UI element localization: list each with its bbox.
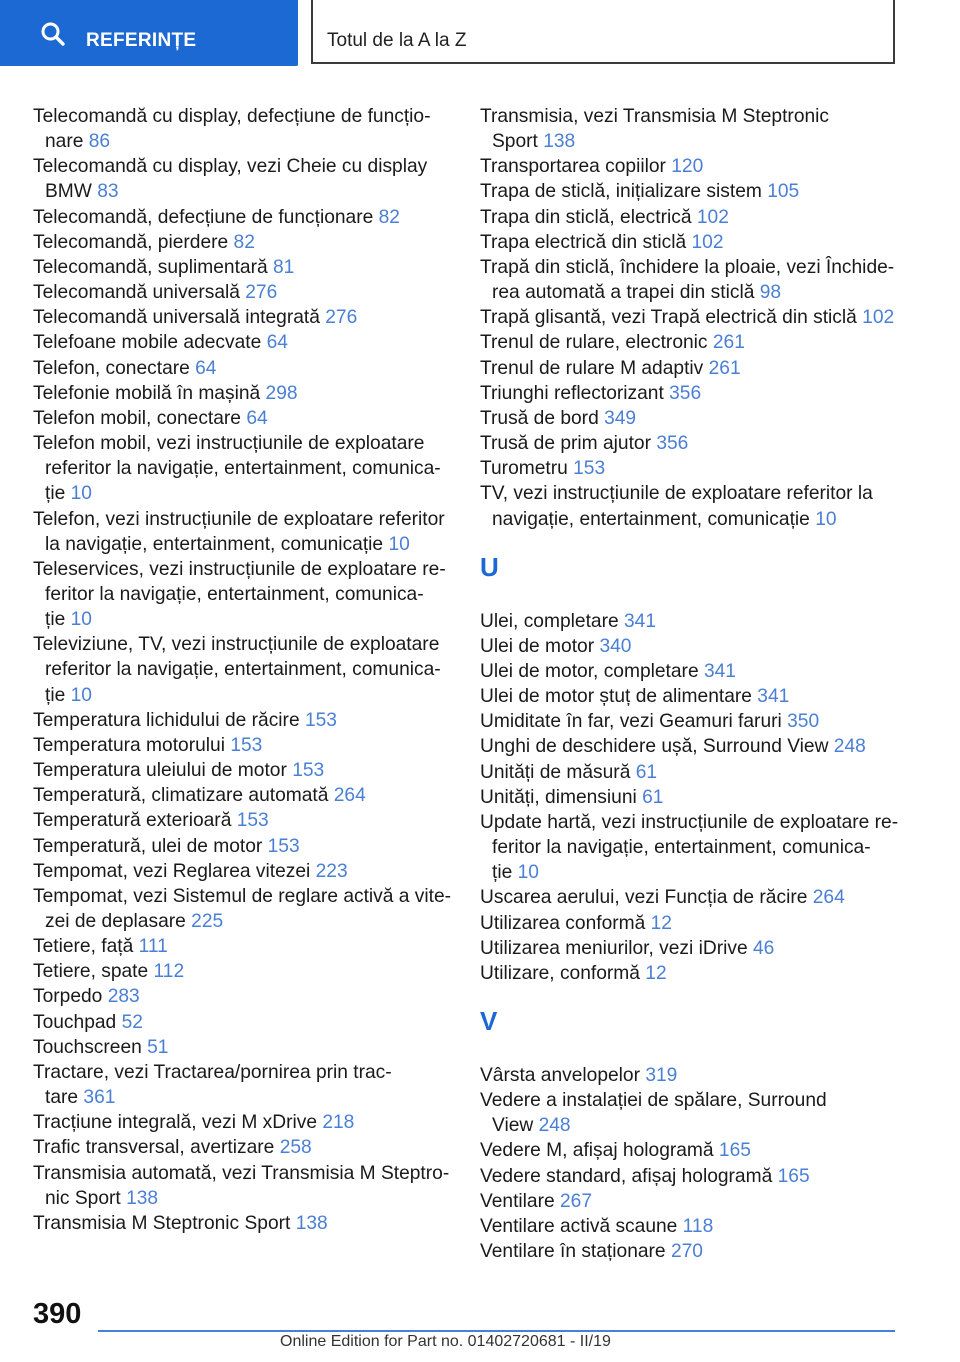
index-page-link[interactable]: 153 xyxy=(230,734,263,756)
index-page-link[interactable]: 225 xyxy=(191,911,224,932)
index-page-link[interactable]: 341 xyxy=(757,686,790,708)
index-page-link[interactable]: 118 xyxy=(682,1215,714,1237)
index-entry xyxy=(33,1161,453,1211)
index-entry xyxy=(33,1060,453,1110)
index-entry-text: Transmisia, vezi Transmisia M Steptronic xyxy=(480,106,830,127)
index-entry-text: Trapă glisantă, vezi Trapă electrică din sticlă xyxy=(480,307,857,329)
index-entry-text: Triunghi reflectorizant xyxy=(480,382,664,404)
index-entry xyxy=(480,961,900,986)
index-page-link[interactable]: 111 xyxy=(138,936,168,958)
index-page-link[interactable]: 10 xyxy=(388,533,410,555)
index-entry-text: Trusă de prim ajutor xyxy=(480,433,651,455)
index-page-link[interactable]: 10 xyxy=(815,508,837,530)
index-entry xyxy=(480,456,900,481)
index-entry-text: Temperatura lichidului de răcire xyxy=(33,709,300,731)
index-entry xyxy=(480,734,900,759)
index-page-link[interactable]: 261 xyxy=(712,332,745,354)
index-page-link[interactable]: 102 xyxy=(691,231,724,253)
index-entry-text: Ventilare xyxy=(480,1190,555,1212)
index-entry-text: feritor la navigație, entertainment, comunica- xyxy=(492,837,871,859)
index-page-link[interactable]: 81 xyxy=(273,256,295,278)
index-entry-text: ție xyxy=(45,609,66,631)
index-entry-text: Telecomandă, pierdere xyxy=(33,231,229,253)
index-page-link[interactable]: 10 xyxy=(70,684,92,706)
index-entry-text: Trenul de rulare M adaptiv xyxy=(480,357,704,379)
index-entry-text: Telecomandă, suplimentară xyxy=(33,256,268,278)
index-entry-text: Unități de măsură xyxy=(480,761,631,783)
index-entry xyxy=(33,305,453,330)
index-page-link[interactable]: 64 xyxy=(246,407,268,429)
index-entry-text: Umiditate în far, vezi Geamuri faruri xyxy=(480,711,782,733)
header xyxy=(0,0,960,66)
index-entry-text: nare xyxy=(45,131,84,153)
index-entry-text: Trusă de bord xyxy=(480,407,599,429)
index-entry-text: Ulei de motor xyxy=(480,635,595,657)
index-entry-text: feritor la navigație, entertainment, comunica- xyxy=(45,583,424,605)
index-entry xyxy=(33,1211,453,1236)
index-page-link[interactable]: 267 xyxy=(560,1190,593,1212)
index-entry-text: Vedere standard, afișaj hologramă xyxy=(480,1165,773,1187)
index-entry-text: Temperatura uleiului de motor xyxy=(33,760,287,782)
index-page-link[interactable]: 361 xyxy=(83,1087,116,1109)
index-entry-text: Uscarea aerului, vezi Funcția de răcire xyxy=(480,887,808,909)
index-page-link[interactable]: 350 xyxy=(787,711,820,733)
index-entry xyxy=(480,179,900,204)
index-entry-text: ție xyxy=(45,483,66,505)
index-entry xyxy=(33,808,453,833)
index-page-link[interactable]: 298 xyxy=(265,382,298,404)
index-page-link[interactable]: 138 xyxy=(126,1187,159,1209)
index-entry-text: Ventilare în staționare xyxy=(480,1241,666,1263)
index-entry-text: Ulei de motor, completare xyxy=(480,660,699,682)
index-entry xyxy=(33,406,453,431)
index-entry-text: Touchpad xyxy=(33,1011,117,1033)
index-entry xyxy=(480,936,900,961)
index-page-link[interactable]: 223 xyxy=(315,860,348,882)
index-entry xyxy=(33,632,453,707)
index-entry xyxy=(480,609,900,634)
index-entry-text: Trapa de sticlă, inițializare sistem xyxy=(480,181,762,203)
index-page-link[interactable]: 218 xyxy=(322,1112,355,1134)
index-entry xyxy=(33,280,453,305)
index-page-link[interactable]: 276 xyxy=(325,307,358,329)
index-page-link[interactable]: 102 xyxy=(862,307,895,329)
index-entry xyxy=(33,381,453,406)
index-entry-text: Telecomandă universală integrată xyxy=(33,307,320,329)
index-entry xyxy=(480,154,900,179)
section-title: Totul de la A la Z xyxy=(327,30,467,51)
index-page-link[interactable]: 83 xyxy=(97,181,119,203)
tab-references[interactable] xyxy=(0,0,298,66)
index-entry xyxy=(480,709,900,734)
index-entry xyxy=(33,507,453,557)
index-page-link[interactable]: 82 xyxy=(233,231,255,253)
index-entry-text: Trapa electrică din sticlă xyxy=(480,231,687,253)
index-entry-text: Telefoane mobile adecvate xyxy=(33,332,262,354)
index-page-link[interactable]: 248 xyxy=(833,736,866,758)
index-page-link[interactable]: 61 xyxy=(635,761,658,783)
index-page-link[interactable]: 349 xyxy=(604,407,637,429)
index-entry-text: Teleservices, vezi instrucțiunile de exploatare re- xyxy=(33,558,446,580)
index-entry xyxy=(33,834,453,859)
index-page-link[interactable]: 52 xyxy=(121,1011,143,1033)
index-page-link[interactable]: 165 xyxy=(777,1165,810,1187)
index-page-link[interactable]: 356 xyxy=(669,382,702,404)
index-entry xyxy=(480,1138,900,1163)
index-entry xyxy=(33,1110,453,1135)
index-page-link[interactable]: 46 xyxy=(752,937,775,959)
index-entry-text: Tetiere, spate xyxy=(33,961,149,983)
index-entry-text: Trapă din sticlă, închidere la ploaie, vezi Închide- xyxy=(480,256,895,278)
index-entry-text: rea automată a trapei din sticlă xyxy=(492,282,755,304)
index-entry-text: Vedere M, afișaj hologramă xyxy=(480,1140,714,1162)
index-entry-text: Trapa din sticlă, electrică xyxy=(480,206,692,228)
index-page-link[interactable]: 261 xyxy=(708,357,741,379)
index-entry-text: Unități, dimensiuni xyxy=(480,786,637,808)
index-entry-text: Transmisia automată, vezi Transmisia M Steptro- xyxy=(33,1162,450,1184)
index-entry-text: navigație, entertainment, comunicație xyxy=(492,508,810,530)
index-entry-text: Utilizarea conformă xyxy=(480,912,646,934)
index-entry-text: Telefon, conectare xyxy=(33,357,190,379)
index-entry xyxy=(33,859,453,884)
index-page-link[interactable]: 153 xyxy=(573,458,606,480)
index-entry-text: Temperatură exterioară xyxy=(33,810,232,832)
index-entry xyxy=(33,984,453,1009)
index-entry-text: la navigație, entertainment, comunicație xyxy=(45,533,384,555)
index-entry xyxy=(480,1214,900,1239)
index-page-link[interactable]: 341 xyxy=(623,610,656,632)
index-entry-text: Tracțiune integrală, vezi M xDrive xyxy=(33,1112,317,1134)
index-column-right xyxy=(480,104,900,1264)
index-entry-text: Tractare, vezi Tractarea/pornirea prin trac- xyxy=(33,1061,392,1083)
index-entry-text: Tempomat, vezi Reglarea vitezei xyxy=(33,860,311,882)
index-entry xyxy=(33,205,453,230)
index-entry xyxy=(480,381,900,406)
tab-references-label: REFERINȚE xyxy=(86,30,197,51)
index-entry xyxy=(480,431,900,456)
index-entry xyxy=(33,733,453,758)
index-page-link[interactable]: 105 xyxy=(767,181,800,203)
index-page-link[interactable]: 102 xyxy=(696,206,729,228)
index-entry-text: Ulei, completare xyxy=(480,610,619,632)
index-entry-text: Telefon, vezi instrucțiunile de exploatare referitor xyxy=(33,508,445,530)
index-page-link[interactable]: 12 xyxy=(650,912,672,934)
index-page-link[interactable]: 340 xyxy=(599,635,632,657)
index-entry xyxy=(480,810,900,885)
index-page-link[interactable]: 165 xyxy=(718,1140,751,1162)
index-page-link[interactable]: 153 xyxy=(236,810,269,832)
index-entry-text: Utilizarea meniurilor, vezi iDrive xyxy=(480,937,748,959)
index-entry-text: ție xyxy=(45,684,66,706)
index-entry-text: Transportarea copiilor xyxy=(480,156,666,178)
index-entry-text: Telecomandă, defecțiune de funcționare xyxy=(33,206,374,228)
index-entry xyxy=(480,760,900,785)
index-entry-text: Telefonie mobilă în mașină xyxy=(33,382,261,404)
index-page-link[interactable]: 112 xyxy=(153,961,185,983)
index-page-link[interactable]: 276 xyxy=(245,282,278,304)
index-page-link[interactable]: 86 xyxy=(88,131,111,153)
index-page-link[interactable]: 283 xyxy=(107,986,140,1008)
index-entry xyxy=(33,959,453,984)
index-entry-text: Sport xyxy=(492,131,538,153)
index-entry-text: Vedere a instalației de spălare, Surround xyxy=(480,1090,827,1112)
index-entry-text: nic Sport xyxy=(45,1187,121,1209)
index-entry-text: Transmisia M Steptronic Sport xyxy=(33,1212,291,1234)
index-entry-text: TV, vezi instrucțiunile de exploatare referitor la xyxy=(480,483,873,505)
index-page-link[interactable]: 10 xyxy=(70,483,92,505)
index-entry-text: Telecomandă cu display, vezi Cheie cu display xyxy=(33,156,428,178)
index-page-link[interactable]: 64 xyxy=(266,332,288,354)
index-entry-text: Vârsta anvelopelor xyxy=(480,1065,640,1086)
index-page-link[interactable]: 120 xyxy=(671,156,704,178)
index-entry xyxy=(480,1189,900,1214)
index-entry-text: Trenul de rulare, electronic xyxy=(480,332,708,354)
index-entry xyxy=(480,1063,900,1088)
index-entry-text: Trafic transversal, avertizare xyxy=(33,1137,275,1159)
index-entry xyxy=(480,659,900,684)
index-entry xyxy=(480,911,900,936)
index-entry xyxy=(33,884,453,934)
index-page-link[interactable]: 264 xyxy=(333,785,366,807)
index-entry-text: Telecomandă universală xyxy=(33,282,240,304)
index-page-link[interactable]: 153 xyxy=(304,709,337,731)
index-entry xyxy=(33,1135,453,1160)
index-page-link[interactable]: 356 xyxy=(656,433,689,455)
footer-edition xyxy=(280,1333,611,1351)
index-entry xyxy=(33,557,453,632)
index-entry-text: Temperatură, ulei de motor xyxy=(33,835,263,857)
index-entry xyxy=(33,934,453,959)
index-page-link[interactable]: 319 xyxy=(645,1065,678,1086)
index-entry-text: referitor la navigație, entertainment, comunica- xyxy=(45,659,441,681)
index-page-link[interactable]: 98 xyxy=(759,282,782,304)
section-title-tab xyxy=(311,0,895,64)
index-page-link[interactable]: 51 xyxy=(147,1036,169,1058)
index-entry xyxy=(33,255,453,280)
index-entry-text: ție xyxy=(492,862,513,884)
index-entry-text: Touchscreen xyxy=(33,1036,142,1058)
index-page-link[interactable]: 138 xyxy=(295,1212,328,1234)
index-page-link[interactable]: 258 xyxy=(279,1137,312,1159)
index-entry xyxy=(480,330,900,355)
page-number: 390 xyxy=(33,1298,82,1330)
search-icon xyxy=(40,21,66,47)
index-entry-text: tare xyxy=(45,1087,79,1109)
index-entry-text: Torpedo xyxy=(33,986,103,1008)
index-entry xyxy=(33,1010,453,1035)
footer-divider xyxy=(98,1330,895,1332)
index-entry-text: referitor la navigație, entertainment, comunica- xyxy=(45,458,441,480)
index-page-link[interactable]: 82 xyxy=(378,206,400,228)
index-entry xyxy=(33,1035,453,1060)
index-entry xyxy=(33,154,453,204)
index-page-link[interactable]: 12 xyxy=(645,962,667,984)
index-entry-text: Ulei de motor ștuț de alimentare xyxy=(480,686,752,708)
index-entry-text: Turometru xyxy=(480,458,568,480)
index-entry xyxy=(33,431,453,506)
index-entry xyxy=(480,356,900,381)
index-entry xyxy=(480,885,900,910)
index-entry xyxy=(480,255,900,305)
index-entry-text: Tetiere, față xyxy=(33,936,134,958)
index-page-link[interactable]: 64 xyxy=(195,357,217,379)
index-entry xyxy=(33,356,453,381)
index-letter-heading: U xyxy=(480,551,499,582)
index-entry-text: Televiziune, TV, vezi instrucțiunile de exploatare xyxy=(33,634,440,656)
index-entry-text: Telefon mobil, vezi instrucțiunile de exploatare xyxy=(33,433,425,455)
index-entry xyxy=(33,104,453,154)
index-entry-text: View xyxy=(492,1115,534,1137)
index-entry-text: Ventilare activă scaune xyxy=(480,1215,678,1237)
index-column-left xyxy=(33,104,453,1236)
index-entry xyxy=(480,205,900,230)
index-entry xyxy=(480,1239,900,1264)
index-entry-text: Update hartă, vezi instrucțiunile de exploatare re- xyxy=(480,811,899,833)
index-entry-text: BMW xyxy=(45,181,92,203)
index-page-link[interactable]: 341 xyxy=(703,660,736,682)
index-entry-text: Telecomandă cu display, defecțiune de funcțio- xyxy=(33,106,431,127)
index-letter-heading: V xyxy=(480,1006,498,1036)
index-entry-text: Temperatura motorului xyxy=(33,734,225,756)
footer-edition-text: Online Edition for Part no. 01402720681 - II/19 xyxy=(280,1333,611,1350)
index-entry xyxy=(33,758,453,783)
index-entry-text: Utilizare, conformă xyxy=(480,962,640,984)
index-entry xyxy=(480,684,900,709)
index-entry xyxy=(33,783,453,808)
index-page-link[interactable]: 153 xyxy=(292,760,325,782)
index-entry-text: zei de deplasare xyxy=(45,911,186,932)
index-entry xyxy=(33,708,453,733)
index-page-link[interactable]: 10 xyxy=(517,862,539,884)
index-page-link[interactable]: 270 xyxy=(670,1241,703,1263)
index-entry xyxy=(480,785,900,810)
index-page-link[interactable]: 153 xyxy=(267,835,300,857)
index-entry xyxy=(480,406,900,431)
index-entry xyxy=(480,305,900,330)
index-entry xyxy=(480,104,900,154)
index-entry xyxy=(33,230,453,255)
index-entry-text: Temperatură, climatizare automată xyxy=(33,785,329,807)
index-entry xyxy=(480,481,900,531)
index-page-link[interactable]: 248 xyxy=(538,1115,571,1137)
index-page-link[interactable]: 264 xyxy=(812,887,845,909)
index-page-link[interactable]: 61 xyxy=(642,786,664,808)
index-page-link[interactable]: 10 xyxy=(70,609,92,631)
index-entry xyxy=(480,230,900,255)
index-entry xyxy=(480,1164,900,1189)
index-entry xyxy=(480,1088,900,1138)
index-page-link[interactable]: 138 xyxy=(543,131,576,153)
index-entry-text: Unghi de deschidere ușă, Surround View xyxy=(480,736,829,758)
index-entry xyxy=(33,330,453,355)
index-entry xyxy=(480,634,900,659)
index-entry-text: Telefon mobil, conectare xyxy=(33,407,241,429)
index-entry-text: Tempomat, vezi Sistemul de reglare activă a vite- xyxy=(33,885,452,907)
